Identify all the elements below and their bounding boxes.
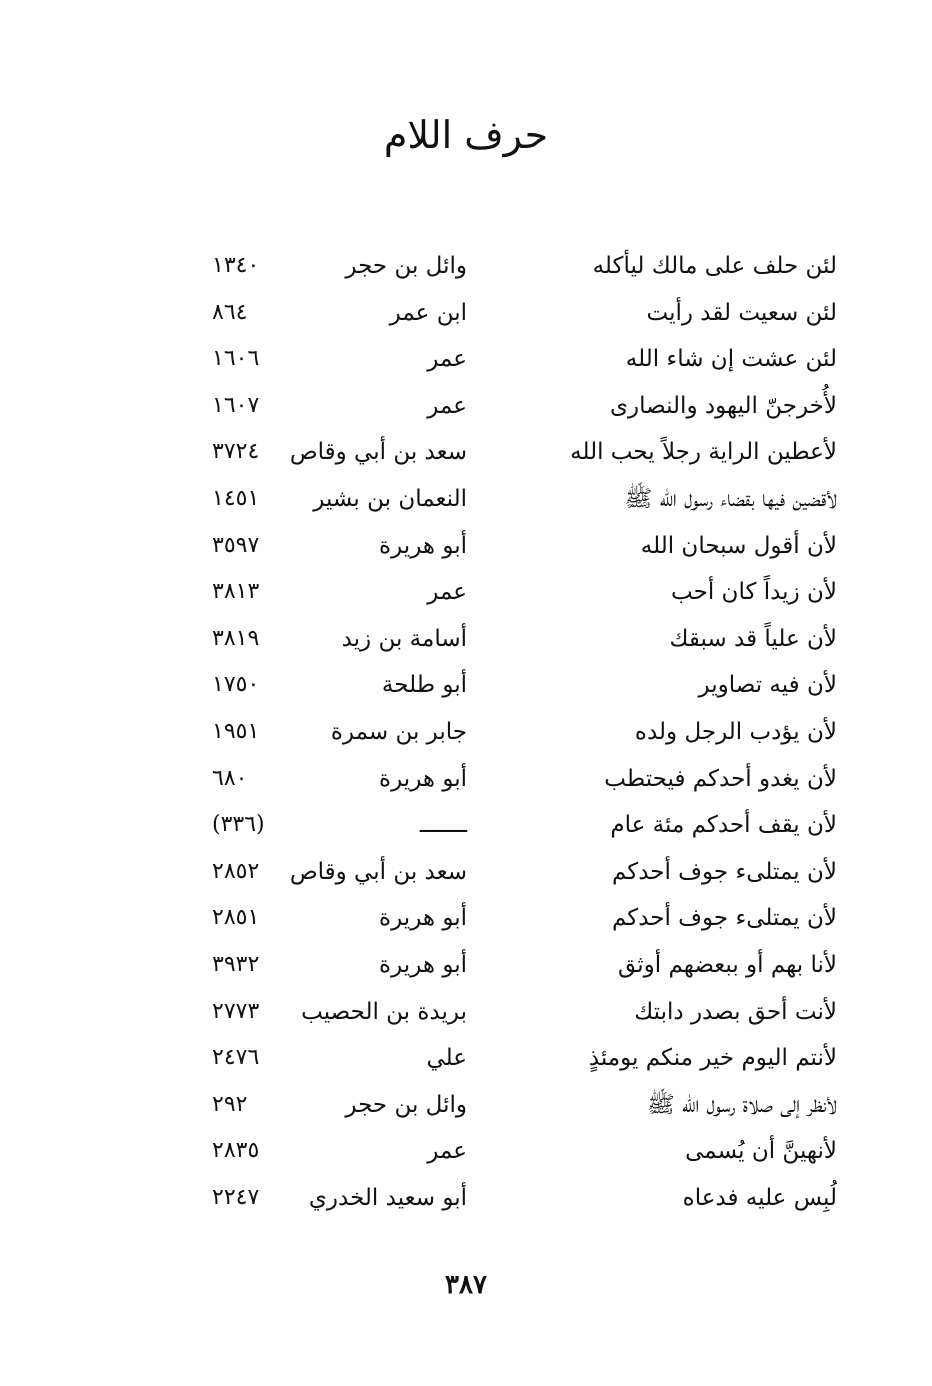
hadith-text: لأن يؤدب الرجل ولده (634, 718, 837, 745)
hadith-text: لأن يمتلىء جوف أحدكم (611, 905, 837, 932)
hadith-text: لأن يمتلىء جوف أحدكم (611, 858, 837, 885)
hadith-number: ٢٨٥١ (212, 905, 260, 931)
hadith-number: ١٦٠٧ (212, 392, 260, 418)
hadith-text: لأنتم اليوم خير منكم يومئذٍ (588, 1045, 837, 1072)
narrator-name: النعمان بن بشير (313, 485, 467, 512)
hadith-number: (٣٣٦) (212, 812, 265, 838)
hadith-text: لأُخرجنّ اليهود والنصارى (610, 392, 837, 419)
narrator-name: علي (426, 1045, 467, 1072)
hadith-text: لئن حلف على مالك ليأكله (592, 253, 837, 279)
hadith-number: ٢٩٢ (212, 1091, 248, 1117)
index-row (0, 616, 932, 663)
narrator-name: سعد بن أبي وقاص (289, 439, 467, 466)
narrator-name: عمر (427, 1138, 467, 1165)
narrator-name: ـــــــ (419, 812, 467, 839)
narrator-name: عمر (427, 346, 467, 373)
index-row (0, 662, 932, 709)
hadith-number: ٢٨٥٢ (212, 858, 260, 884)
hadith-text: لأن زيداً كان أحب (671, 579, 837, 606)
narrator-name: جابر بن سمرة (330, 718, 467, 745)
index-row (0, 290, 932, 337)
hadith-text: لأقضين فيها بقضاء رسول الله ﷺ (624, 485, 837, 512)
hadith-number: ١٣٤٠ (212, 253, 260, 278)
hadith-number: ٢٧٧٣ (212, 998, 260, 1024)
index-row (0, 476, 932, 523)
hadith-text: لئن عشت إن شاء الله (625, 346, 837, 373)
hadith-text: لأنت أحق بصدر دابتك (634, 998, 837, 1025)
narrator-name: أبو هريرة (379, 765, 467, 792)
hadith-text: لأن علياً قد سبقك (669, 625, 837, 652)
hadith-index-list (0, 243, 932, 1221)
index-row (0, 989, 932, 1036)
page-number: ٣٨٧ (445, 1270, 487, 1300)
narrator-name: أبو هريرة (379, 532, 467, 559)
hadith-text: لأنظر إلى صلاة رسول الله ﷺ (646, 1091, 837, 1118)
index-row (0, 849, 932, 896)
hadith-number: ٢٤٧٦ (212, 1045, 260, 1071)
narrator-name: أسامة بن زيد (341, 625, 467, 652)
narrator-name: سعد بن أبي وقاص (289, 858, 467, 885)
index-row (0, 802, 932, 849)
hadith-text: لأن يغدو أحدكم فيحتطب (604, 765, 837, 792)
narrator-name: وائل بن حجر (345, 253, 467, 279)
index-row (0, 1082, 932, 1129)
hadith-number: ٣٧٢٤ (212, 439, 260, 465)
hadith-number: ٢٨٣٥ (212, 1138, 260, 1164)
index-row (0, 1175, 932, 1222)
hadith-number: ٨٦٤ (212, 299, 248, 325)
hadith-number: ١٦٠٦ (212, 346, 260, 372)
section-heading: حرف اللام (383, 113, 549, 157)
index-row (0, 756, 932, 803)
narrator-name: ابن عمر (389, 299, 467, 326)
hadith-text: لأنا بهم أو ببعضهم أوثق (618, 951, 837, 978)
index-row (0, 243, 932, 290)
index-row (0, 895, 932, 942)
hadith-text: لأنهينَّ أن يُسمى (685, 1138, 837, 1165)
narrator-name: أبو طلحة (381, 672, 467, 699)
narrator-name: أبو هريرة (379, 905, 467, 932)
narrator-name: وائل بن حجر (345, 1091, 467, 1118)
hadith-text: لأن يقف أحدكم مئة عام (610, 812, 837, 839)
index-row (0, 569, 932, 616)
hadith-number: ٢٢٤٧ (212, 1184, 260, 1210)
hadith-number: ١٧٥٠ (212, 672, 260, 698)
hadith-text: لأن أقول سبحان الله (640, 532, 837, 559)
index-row (0, 1128, 932, 1175)
hadith-number: ١٤٥١ (212, 485, 260, 511)
index-row (0, 709, 932, 756)
narrator-name: أبو سعيد الخدري (308, 1184, 467, 1211)
narrator-name: أبو هريرة (379, 951, 467, 978)
hadith-text: لئن سعيت لقد رأيت (646, 299, 837, 326)
index-row (0, 942, 932, 989)
index-row (0, 1035, 932, 1082)
hadith-text: لأعطين الراية رجلاً يحب الله (570, 439, 837, 466)
narrator-name: بريدة بن الحصيب (301, 998, 467, 1025)
hadith-number: ٣٨١٩ (212, 625, 260, 651)
hadith-number: ٣٥٩٧ (212, 532, 260, 558)
hadith-text: لأن فيه تصاوير (698, 672, 837, 699)
hadith-number: ٣٨١٣ (212, 579, 260, 605)
narrator-name: عمر (427, 392, 467, 419)
hadith-number: ١٩٥١ (212, 718, 260, 744)
narrator-name: عمر (427, 579, 467, 606)
hadith-number: ٦٨٠ (212, 765, 248, 791)
hadith-number: ٣٩٣٢ (212, 951, 260, 977)
index-row (0, 429, 932, 476)
index-row (0, 523, 932, 570)
hadith-text: لُبِس عليه فدعاه (682, 1184, 837, 1211)
index-row (0, 336, 932, 383)
index-row (0, 383, 932, 430)
